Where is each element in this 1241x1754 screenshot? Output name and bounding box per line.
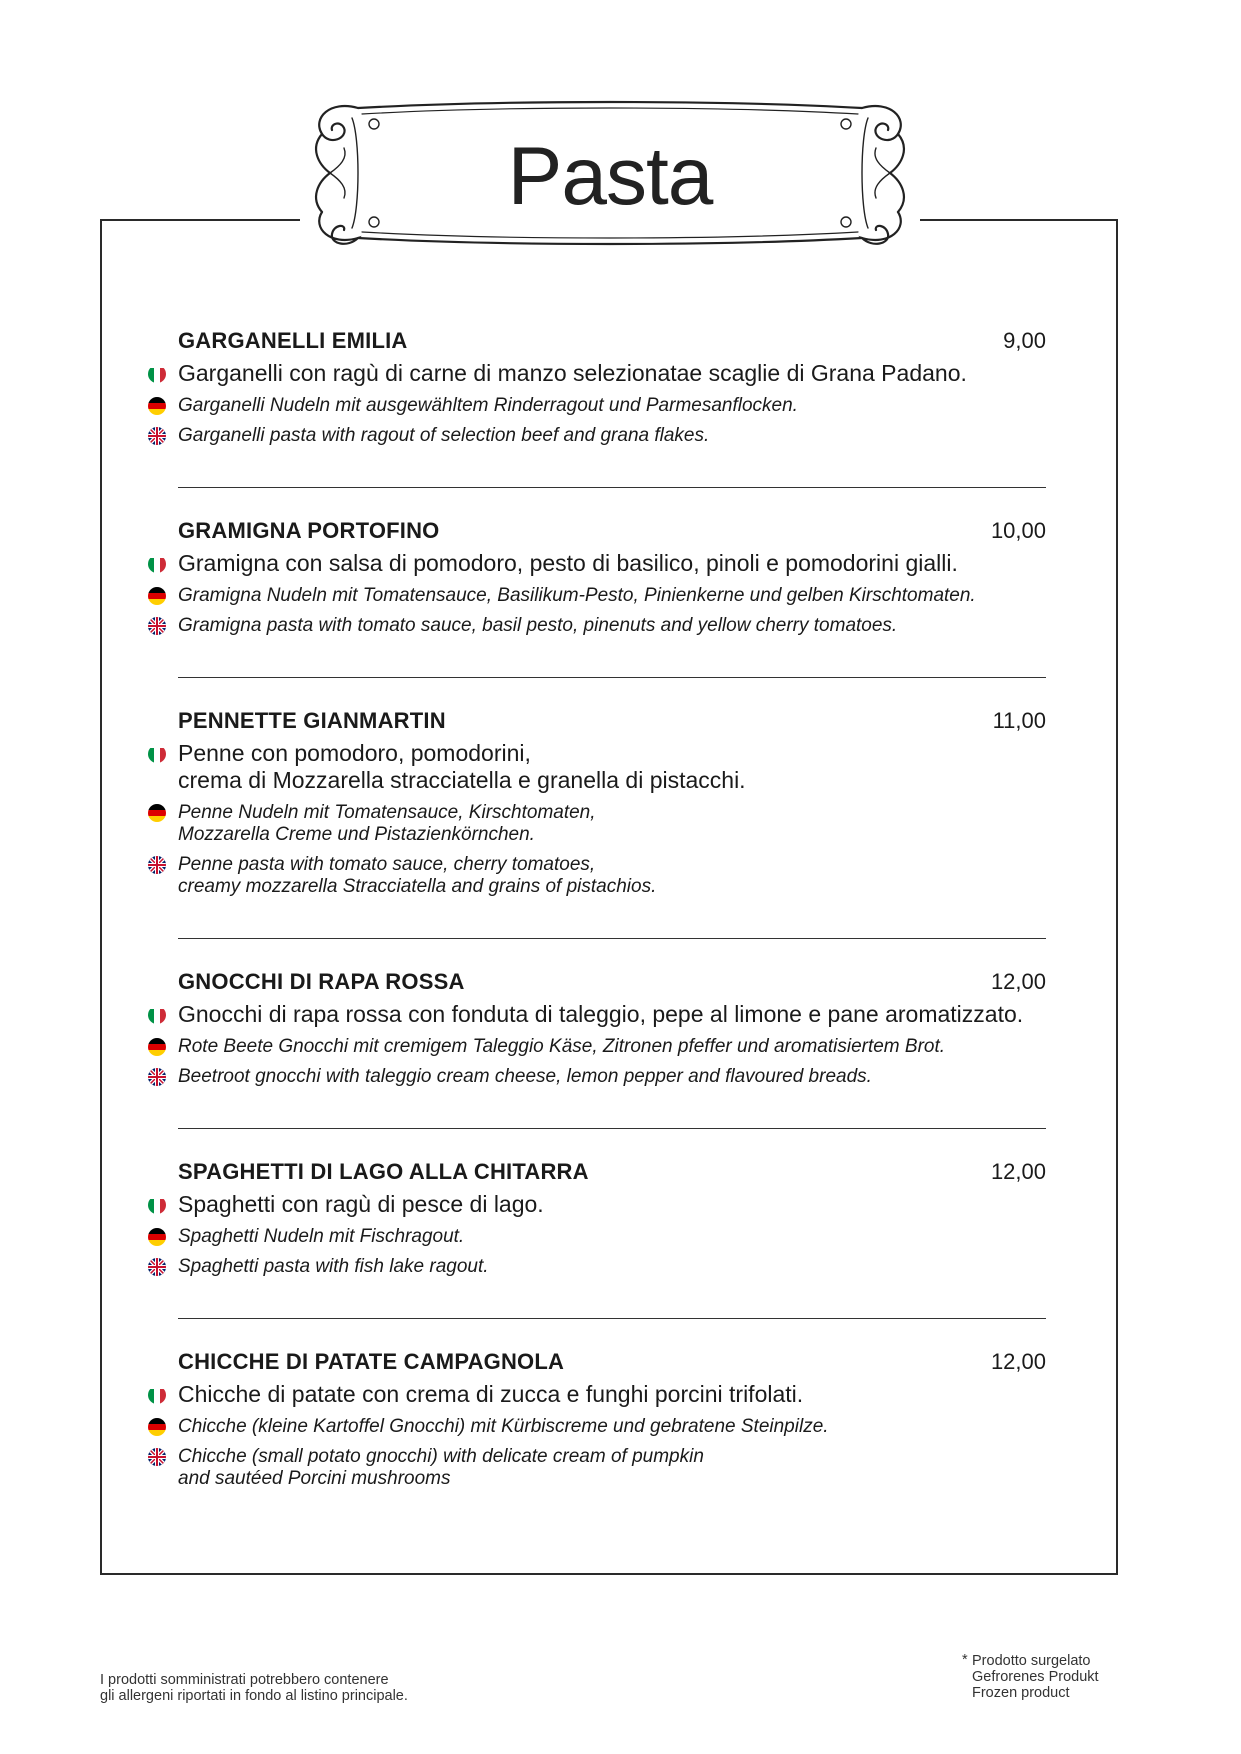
description-text: Chicche (kleine Kartoffel Gnocchi) mit Kürbiscreme und gebratene Steinpilze. [178,1416,829,1437]
dish-price: 9,00 [1003,328,1046,353]
description-text: Rote Beete Gnocchi mit cremigem Taleggio Käse, Zitronen pfeffer und aromatisiertem Brot. [178,1036,946,1057]
menu-item-header [140,510,1046,544]
item-divider [178,938,1046,939]
dish-name: CHICCHE DI PATATE CAMPAGNOLA [178,1349,565,1374]
frozen-note [962,1652,1099,1701]
item-divider [178,1128,1046,1129]
menu-item [140,961,1046,1129]
description-text: Penne con pomodoro, pomodorini, [178,740,531,766]
description-de [140,395,1046,417]
dish-price: 11,00 [992,708,1046,733]
item-divider [178,1318,1046,1319]
item-divider [178,487,1046,488]
frozen-asterisk: * [962,1652,968,1668]
description-de [140,802,1046,846]
description-de [140,1416,1046,1438]
allergen-note-line: gli allergeni riportati in fondo al listino principale. [100,1688,408,1704]
description-text: Spaghetti pasta with fish lake ragout. [178,1256,489,1277]
italian-flag-icon [148,555,166,573]
german-flag-icon [148,1418,166,1436]
uk-flag-icon [148,1448,166,1466]
description-text: Penne Nudeln mit Tomatensauce, Kirschtomaten, [178,802,596,823]
italian-flag-icon [148,1386,166,1404]
description-it [140,1191,1046,1218]
allergen-note [100,1672,408,1704]
page-title: Pasta [507,131,713,222]
frozen-note-en: Frozen product [972,1685,1070,1701]
description-it [140,740,1046,794]
description-text: Chicche di patate con crema di zucca e funghi porcini trifolati. [178,1381,804,1407]
description-en [140,615,1046,637]
italian-flag-icon [148,1196,166,1214]
frozen-note-it: Prodotto surgelato [972,1653,1091,1669]
description-text: Garganelli con ragù di carne di manzo selezionatae scaglie di Grana Padano. [178,360,967,386]
description-de [140,1226,1046,1248]
description-it [140,1381,1046,1408]
description-en [140,1446,1046,1490]
title-plate [300,88,920,258]
description-text: Beetroot gnocchi with taleggio cream cheese, lemon pepper and flavoured breads. [178,1066,872,1087]
uk-flag-icon [148,1068,166,1086]
dish-name: GNOCCHI DI RAPA ROSSA [178,969,465,994]
description-text: creamy mozzarella Stracciatella and grains of pistachios. [178,876,657,897]
uk-flag-icon [148,1258,166,1276]
description-text: Penne pasta with tomato sauce, cherry tomatoes, [178,854,596,875]
description-text: Gramigna pasta with tomato sauce, basil pesto, pinenuts and yellow cherry tomatoes. [178,615,898,636]
menu-item-header [140,961,1046,995]
description-en [140,1066,1046,1088]
description-en [140,854,1046,898]
italian-flag-icon [148,365,166,383]
description-text: Gramigna con salsa di pomodoro, pesto di basilico, pinoli e pomodorini gialli. [178,550,958,576]
german-flag-icon [148,397,166,415]
dish-price: 12,00 [990,1159,1046,1184]
uk-flag-icon [148,617,166,635]
description-it [140,550,1046,577]
description-text: Spaghetti con ragù di pesce di lago. [178,1191,544,1217]
description-en [140,1256,1046,1278]
menu-item [140,1341,1046,1490]
menu-item-header [140,1341,1046,1375]
uk-flag-icon [148,427,166,445]
dish-name: SPAGHETTI DI LAGO ALLA CHITARRA [178,1159,589,1184]
dish-name: GARGANELLI EMILIA [178,328,408,353]
description-text: and sautéed Porcini mushrooms [178,1468,451,1489]
german-flag-icon [148,1038,166,1056]
german-flag-icon [148,587,166,605]
description-text: Gnocchi di rapa rossa con fonduta di taleggio, pepe al limone e pane aromatizzato. [178,1001,1024,1027]
menu-item-header [140,1151,1046,1185]
description-text: Mozzarella Creme und Pistazienkörnchen. [178,824,535,845]
german-flag-icon [148,804,166,822]
frozen-note-de: Gefrorenes Produkt [972,1669,1099,1685]
description-text: Gramigna Nudeln mit Tomatensauce, Basilikum-Pesto, Pinienkerne und gelben Kirschtomaten. [178,585,976,606]
description-en [140,425,1046,447]
menu-item [140,1151,1046,1319]
italian-flag-icon [148,1006,166,1024]
description-it [140,1001,1046,1028]
description-text: Garganelli pasta with ragout of selection beef and grana flakes. [178,425,710,446]
description-text: Chicche (small potato gnocchi) with delicate cream of pumpkin [178,1446,704,1467]
description-it [140,360,1046,387]
menu-list [140,320,1046,1490]
dish-price: 10,00 [990,518,1046,543]
german-flag-icon [148,1228,166,1246]
menu-item [140,320,1046,488]
dish-price: 12,00 [990,1349,1046,1374]
menu-item-header [140,320,1046,354]
italian-flag-icon [148,745,166,763]
uk-flag-icon [148,856,166,874]
menu-item [140,510,1046,678]
dish-name: PENNETTE GIANMARTIN [178,708,446,733]
description-text: crema di Mozzarella stracciatella e granella di pistacchi. [178,767,746,793]
description-de [140,1036,1046,1058]
dish-name: GRAMIGNA PORTOFINO [178,518,440,543]
description-text: Garganelli Nudeln mit ausgewähltem Rinderragout und Parmesanflocken. [178,395,798,416]
dish-price: 12,00 [990,969,1046,994]
item-divider [178,677,1046,678]
menu-item [140,700,1046,939]
description-text: Spaghetti Nudeln mit Fischragout. [178,1226,465,1247]
allergen-note-line: I prodotti somministrati potrebbero contenere [100,1672,389,1688]
menu-item-header [140,700,1046,734]
description-de [140,585,1046,607]
